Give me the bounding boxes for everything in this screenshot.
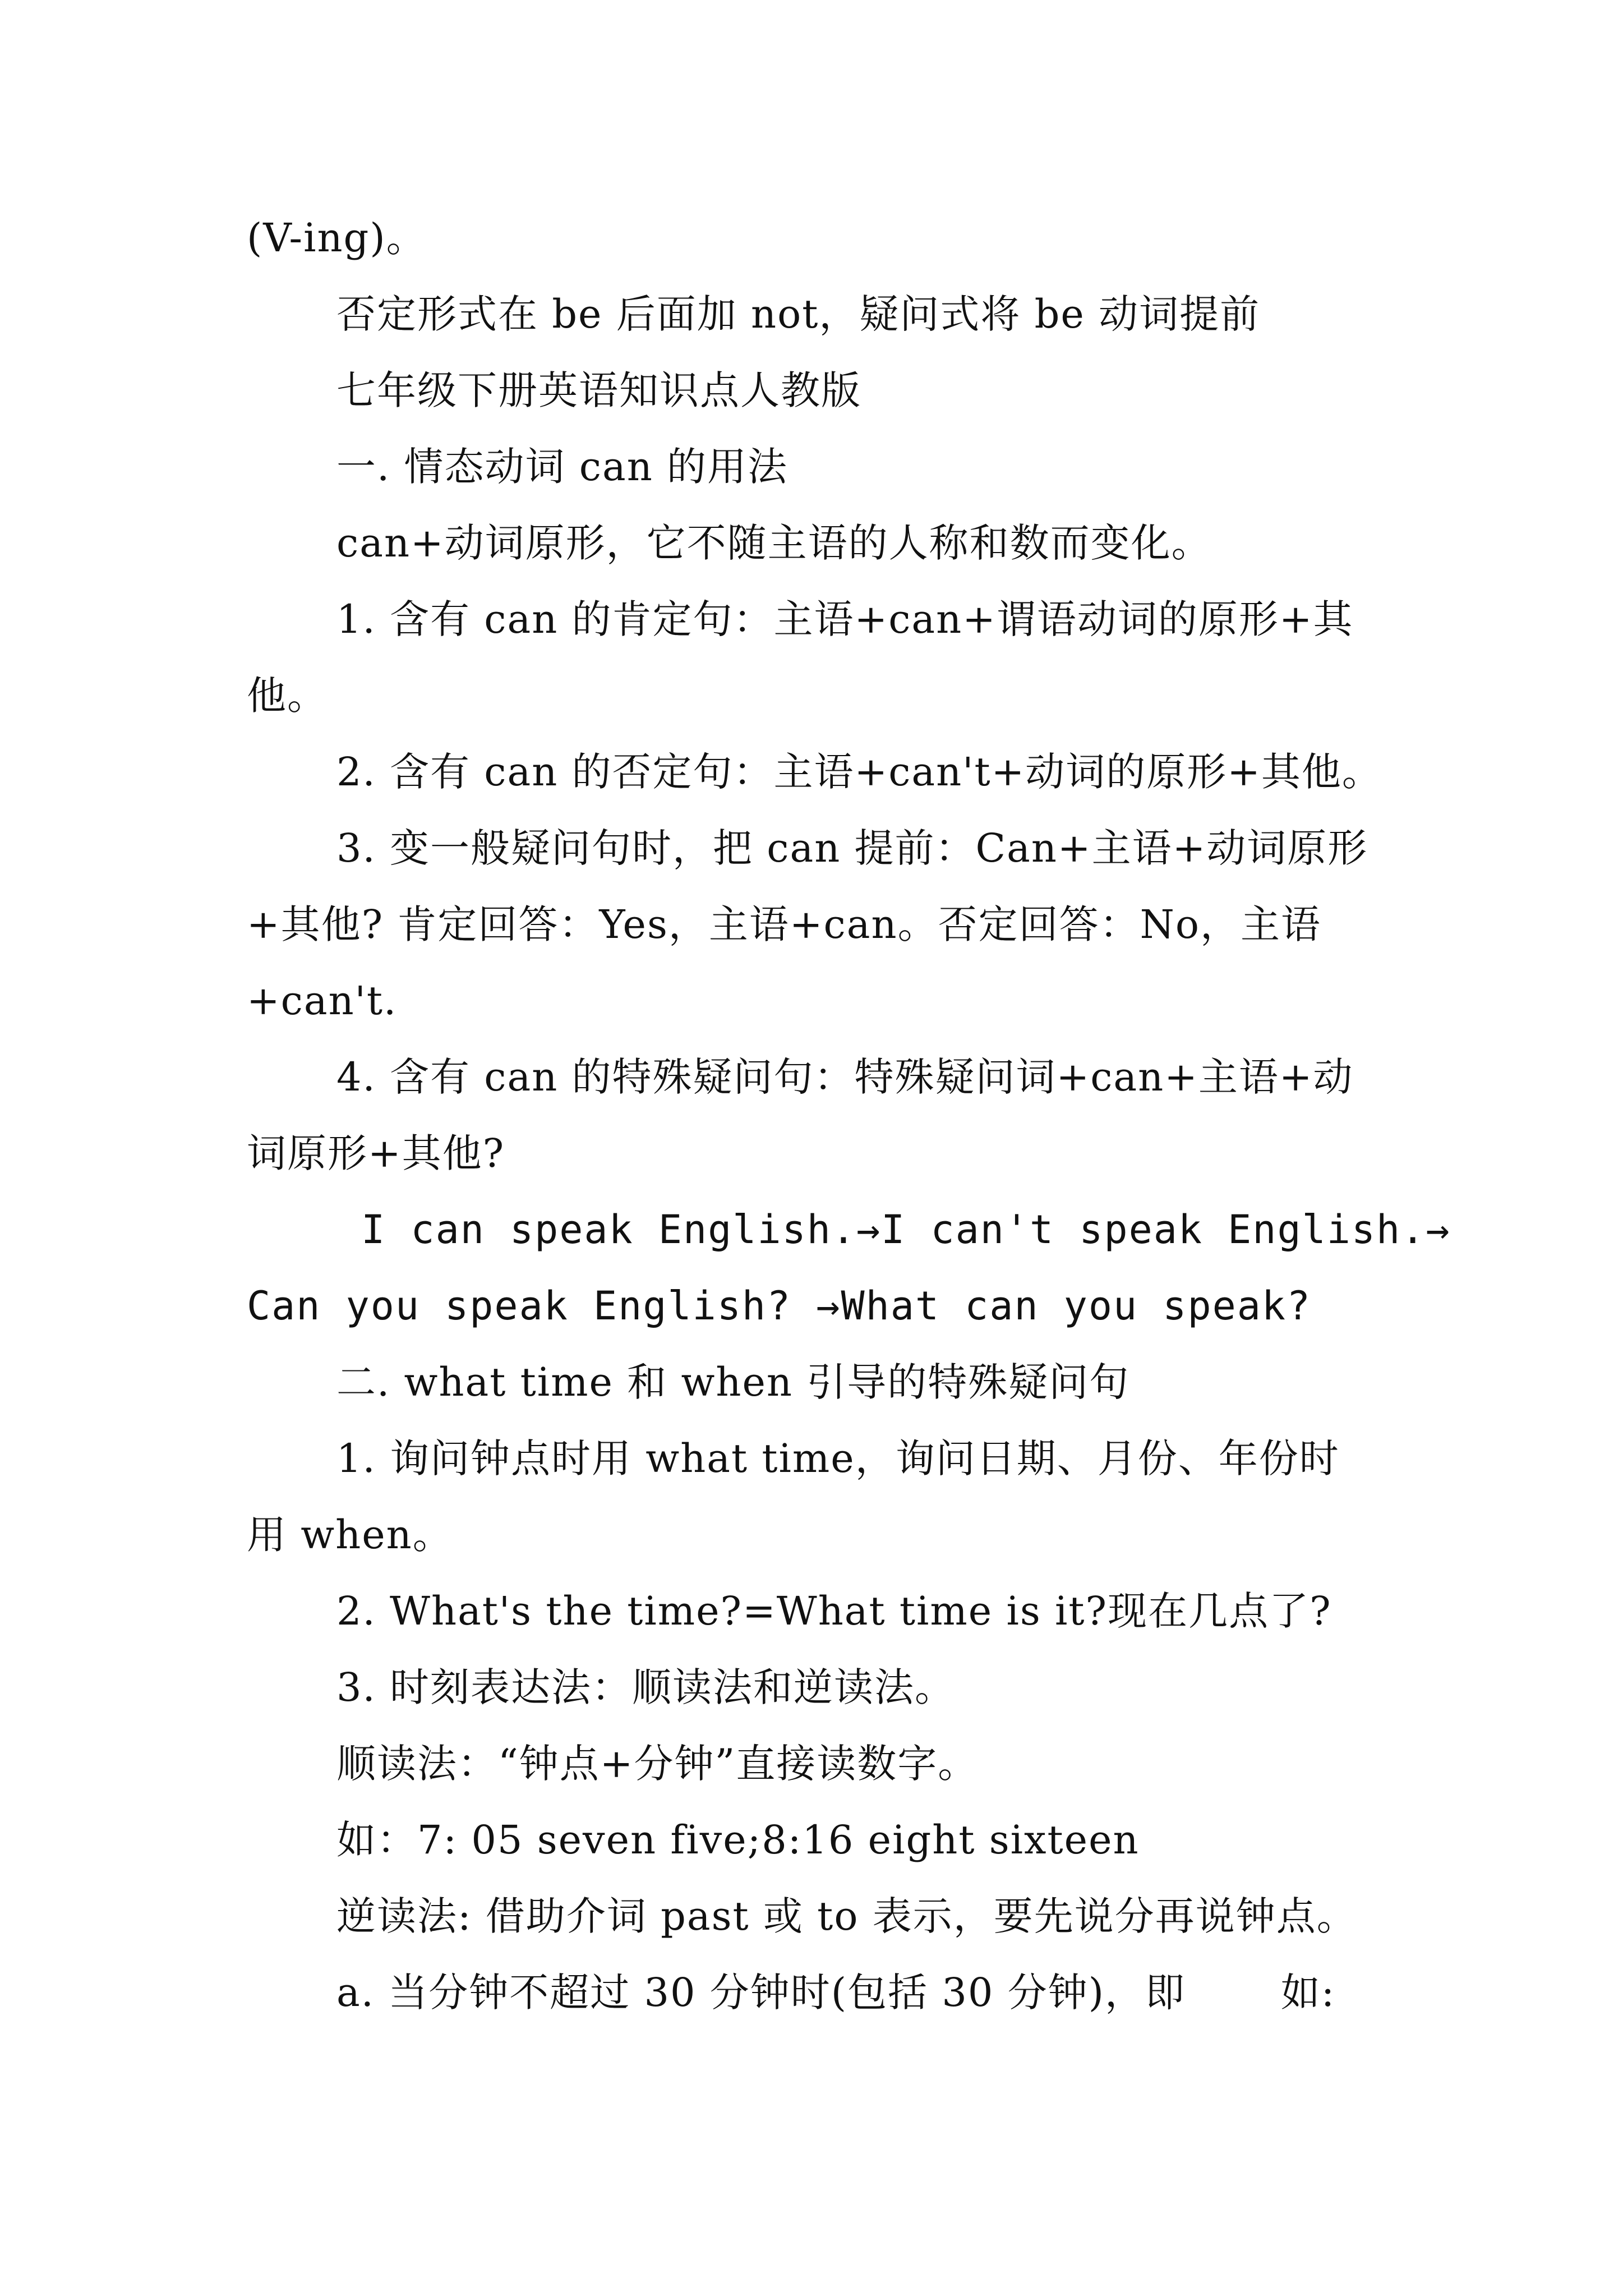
text-line-3: 七年级下册英语知识点人教版 [336,367,861,413]
example-line-1: I can speak English.→I can't speak English.→ [336,1207,1451,1253]
text-line-6: 1. 含有 can 的肯定句：主语+can+谓语动词的原形+其 [336,596,1354,642]
example-line-2: Can you speak English? →What can you speak? [247,1283,1312,1329]
text-line-19: 2. What's the time?=What time is it?现在几点了? [336,1588,1332,1634]
text-line-12: 4. 含有 can 的特殊疑问句：特殊疑问词+can+主语+动 [336,1054,1354,1100]
text-line-10: +其他? 肯定回答：Yes，主语+can。否定回答：No，主语 [247,901,1321,947]
section-heading-1: 一. 情态动词 can 的用法 [336,444,789,490]
section-heading-2: 二. what time 和 when 引导的特殊疑问句 [336,1359,1130,1405]
text-line-22: 如：7: 05 seven five;8:16 eight sixteen [336,1817,1140,1863]
text-line-20: 3. 时刻表达法：顺读法和逆读法。 [336,1664,956,1710]
text-line-23: 逆读法: 借助介词 past 或 to 表示，要先说分再说钟点。 [336,1893,1357,1939]
text-line-1: (V-ing)。 [247,215,427,261]
text-line-11: +can't. [247,978,398,1024]
text-line-9: 3. 变一般疑问句时，把 can 提前：Can+主语+动词原形 [336,825,1368,871]
text-line-5: can+动词原形，它不随主语的人称和数而变化。 [336,520,1212,566]
text-line-2: 否定形式在 be 后面加 not，疑问式将 be 动词提前 [336,291,1261,337]
text-line-17: 1. 询问钟点时用 what time，询问日期、月份、年份时 [336,1435,1340,1481]
text-line-13: 词原形+其他? [247,1130,505,1176]
text-line-18: 用 when。 [247,1512,453,1558]
text-line-24: a. 当分钟不超过 30 分钟时(包括 30 分钟)，即 如: [336,1970,1336,2016]
text-line-21: 顺读法：“钟点+分钟”直接读数字。 [336,1741,979,1787]
text-line-7: 他。 [247,673,328,719]
text-line-8: 2. 含有 can 的否定句：主语+can't+动词的原形+其他。 [336,749,1382,795]
